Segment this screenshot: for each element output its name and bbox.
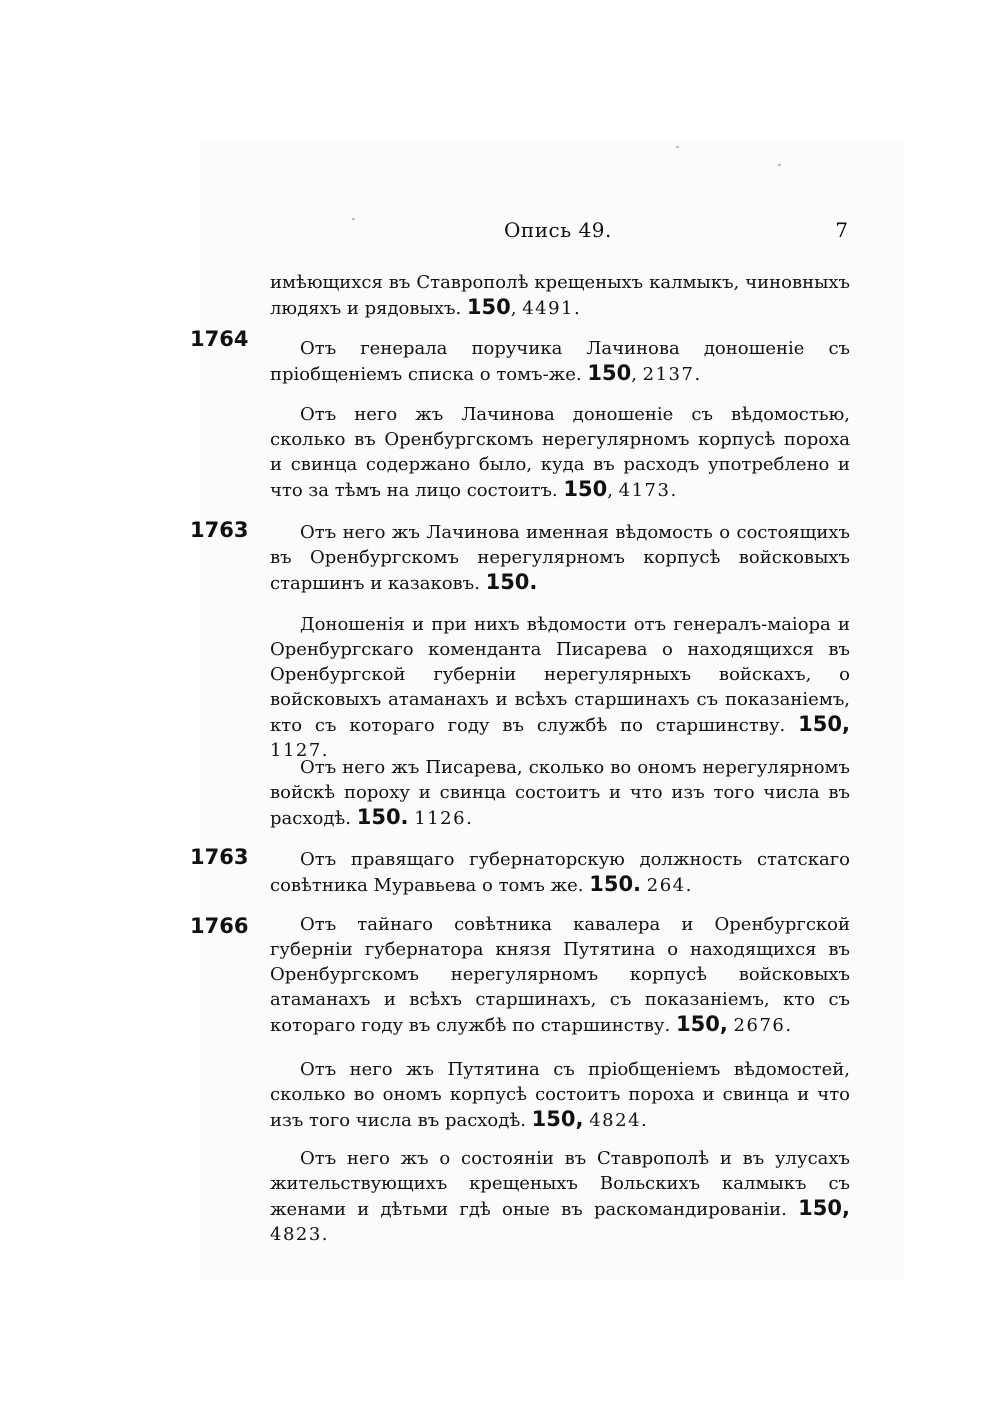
page-number: 7 [835,218,848,242]
entry-reference: 150 [466,295,511,319]
archive-entry: Отъ генерала поручика Лачинова доношеніе съ пріобщеніемъ списка о томъ-же. 150, 2137. [270,338,850,385]
archive-entry: Отъ него жъ Лачинова доношеніе съ вѣдомостью, сколько въ Оренбургскомъ нерегулярномъ корпусѣ пороха и свинца содержано было, куда въ расходъ употреблено и что за тѣмъ на лицо состоитъ. 150, 4173. [270,404,850,501]
entry-reference: 150. [589,872,642,896]
entry-year: 1766 [190,914,249,938]
archive-entry: имѣющихся въ Ставрополѣ крещеныхъ калмыкъ, чиновныхъ людяхъ и рядовыхъ. 150, 4491. [270,272,850,319]
archive-entry [270,847,850,898]
entry-reference: 150 [587,361,632,385]
entry-reference: 150, [798,712,850,736]
entry-reference: 150 [563,477,608,501]
entry-reference: 150, [798,1196,850,1220]
entry-number: 1127. [270,740,330,761]
archive-entry [270,520,850,596]
entry-text: Отъ него жъ Путятина съ пріобщеніемъ вѣдомостей, сколько во ономъ корпусѣ состоитъ пороха и свинца и что изъ того числа въ расходѣ. [270,1059,850,1131]
archive-entry [270,912,850,1038]
page-header [268,218,848,248]
entry-number: 4824. [589,1110,649,1131]
archive-entry [270,612,850,763]
entry-year: 1764 [190,327,249,351]
entry-text: Отъ него жъ Лачинова доношеніе съ вѣдомостью, сколько въ Оренбургскомъ нерегулярномъ корпусѣ пороха и свинца содержано было, куда въ расходъ употреблено и что за тѣмъ на лицо состоитъ. [270,404,850,501]
scan-speck [778,164,781,166]
archive-entry [270,1057,850,1133]
entry-text: Отъ него жъ Лачинова именная вѣдомость о состоящихъ въ Оренбургскомъ нерегулярномъ корпусѣ войсковыхъ старшинъ и казаковъ. [270,522,850,594]
scan-speck [676,146,679,148]
entry-number: 4823. [270,1224,330,1245]
entry-number: 2137. [642,364,702,385]
entry-text: Отъ него жъ о состояніи въ Ставрополѣ и въ улусахъ жительствующихъ крещеныхъ Вольскихъ калмыкъ съ женами и дѣтьми гдѣ оные въ раскомандированіи. [270,1148,850,1220]
entry-text: Отъ тайнаго совѣтника кавалера и Оренбургской губерніи губернатора князя Путятина о находящихся въ Оренбургскомъ нерегулярномъ корпусѣ войсковыхъ атаманахъ и всѣхъ старшинахъ, съ показаніемъ, кто съ котораго году въ службѣ по старшинству. [270,914,850,1036]
entry-year: 1763 [190,845,249,869]
entry-number: 4173. [618,480,678,501]
entry-reference: 150, [531,1107,584,1131]
entry-reference: 150, [675,1012,728,1036]
entry-text: Отъ него жъ Писарева, сколько во ономъ нерегулярномъ войскѣ пороху и свинца состоитъ и что изъ того числа въ расходѣ. [270,757,850,829]
entry-year: 1763 [190,518,249,542]
entry-number: 264. [646,875,693,896]
entry-reference: 150. [356,805,409,829]
entry-number: 2676. [733,1015,793,1036]
archive-entry [270,755,850,831]
archive-entry [270,1146,850,1247]
entry-text: Отъ генерала поручика Лачинова доношеніе съ пріобщеніемъ списка о томъ-же. [270,338,850,385]
entry-text: имѣющихся въ Ставрополѣ крещеныхъ калмыкъ, чиновныхъ людяхъ и рядовыхъ. [270,272,850,319]
entry-text: Отъ правящаго губернаторскую должность статскаго совѣтника Муравьева о томъ же. [270,849,850,896]
entry-number: 4491. [522,298,582,319]
entry-reference: 150. [485,570,538,594]
entry-number: 1126. [414,808,474,829]
page-title: Опись 49. [504,218,612,242]
entry-text: Доношенія и при нихъ вѣдомости отъ генералъ-маіора и Оренбургскаго коменданта Писарева о находящихся въ Оренбургской губерніи нерегулярныхъ войскахъ, о войсковыхъ атаманахъ и всѣхъ старшинахъ съ показаніемъ, кто съ котораго году въ службѣ по старшинству. [270,614,850,736]
